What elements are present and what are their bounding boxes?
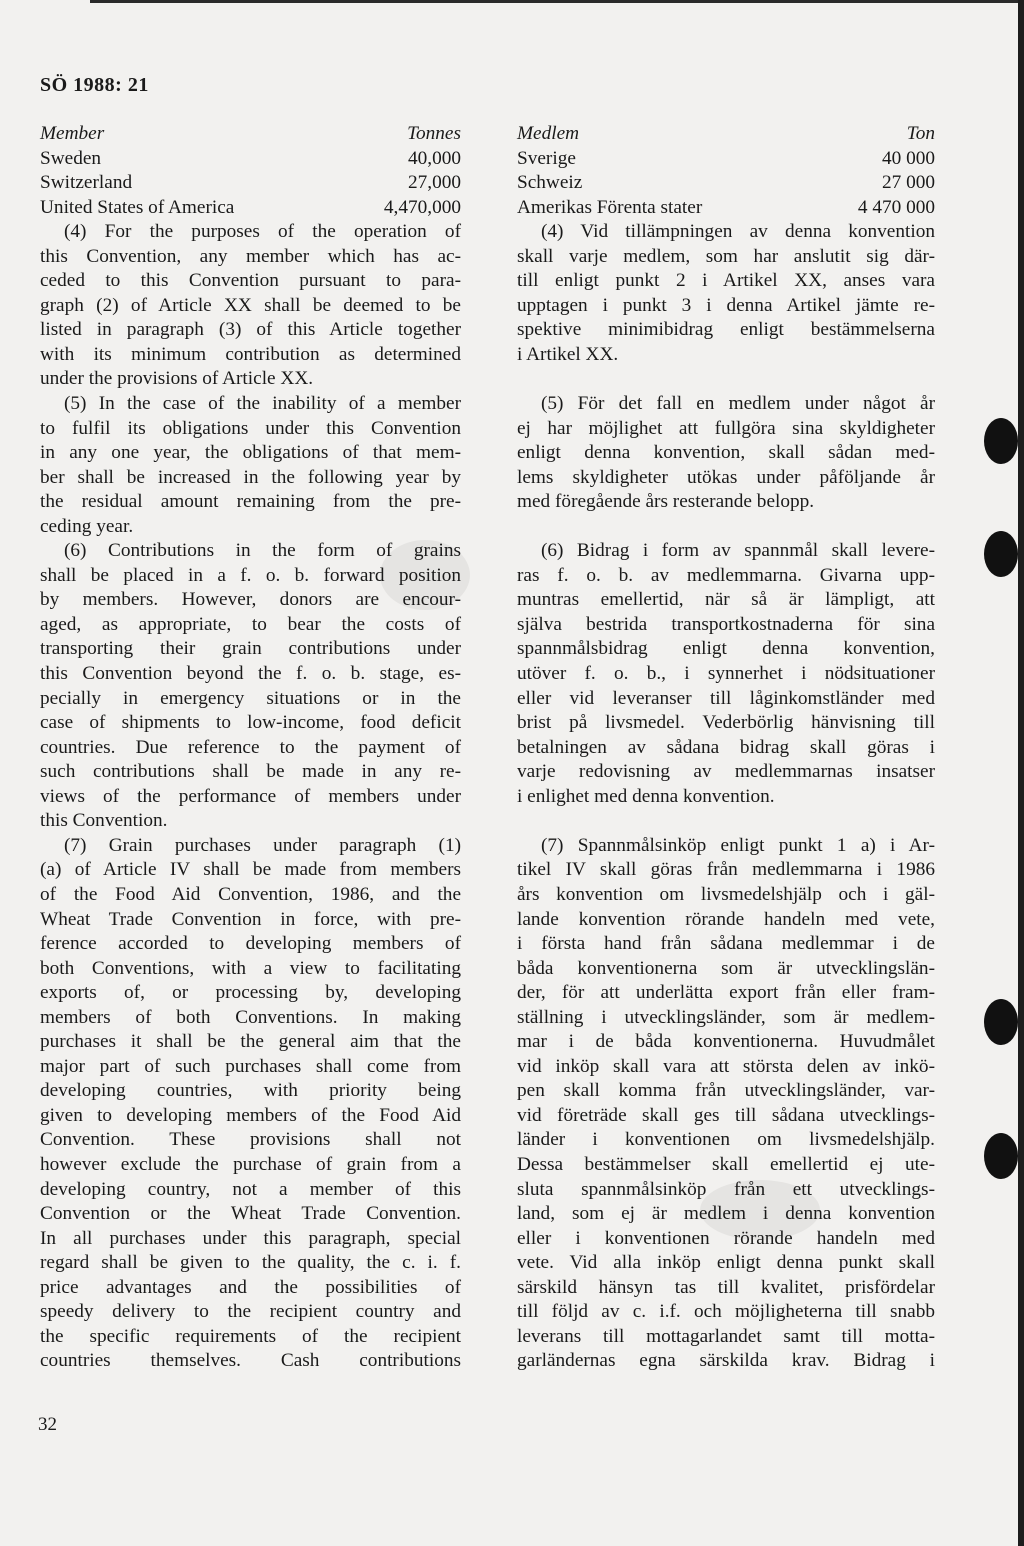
- text-line: till enligt punkt 2 i Artikel XX, anses vara: [517, 270, 935, 292]
- text-line: both Conventions, with a view to facilitating: [40, 957, 461, 979]
- text-line: exports of, or processing by, developing: [40, 982, 461, 1004]
- text-line: spannmålsbidrag enligt denna konvention,: [517, 638, 935, 660]
- text-line: transporting their grain contributions under: [40, 638, 461, 660]
- text-line: given to developing members of the Food Aid: [40, 1104, 461, 1126]
- text-line: however exclude the purchase of grain from a: [40, 1153, 461, 1175]
- text-line: till följd av c. i.f. och möjligheterna till snabb: [517, 1301, 935, 1323]
- paragraph-7: [517, 834, 935, 1374]
- text-line: Convention or the Wheat Trade Convention.: [40, 1203, 461, 1225]
- text-line: enligt denna konvention, skall sådan med-: [517, 442, 935, 464]
- text-line: (7) Spannmålsinköp enligt punkt 1 a) i Ar-: [541, 834, 935, 856]
- text-line: mar i de båda konventionerna. Huvudmålet: [517, 1031, 935, 1053]
- text-line: vid företräde skall ges till sådana utvecklings-: [517, 1104, 935, 1126]
- col-member-header: Member: [40, 123, 105, 144]
- member-name: Amerikas Förenta stater: [517, 196, 703, 218]
- table-header: [40, 122, 461, 147]
- text-line: varje redovisning av medlemmarnas insatser: [517, 761, 935, 783]
- text-line: ceded to this Convention pursuant to para-: [40, 270, 461, 292]
- text-line: aged, as appropriate, to bear the costs of: [40, 613, 461, 635]
- contribution-table: [40, 147, 461, 221]
- text-line: land, som ej är medlem i denna konvention: [517, 1203, 935, 1225]
- text-line: i Artikel XX.: [517, 343, 619, 365]
- text-line: this Convention beyond the f. o. b. stage, es-: [40, 663, 461, 685]
- text-line: eller i konventionen rörande handeln med: [517, 1227, 935, 1249]
- text-line: (5) För det fall en medlem under något år: [541, 393, 935, 415]
- text-line: vete. Vid alla inköp enligt denna punkt skall: [517, 1252, 935, 1274]
- text-line: (6) Bidrag i form av spannmål skall levere-: [541, 540, 935, 562]
- text-line: this Convention, any member which has ac-: [40, 245, 461, 267]
- text-line: Convention. These provisions shall not: [40, 1129, 461, 1151]
- member-name: Schweiz: [517, 172, 583, 194]
- text-line: speedy delivery to the recipient country and: [40, 1301, 461, 1323]
- text-line: developing countries, with priority being: [40, 1080, 461, 1102]
- page-number: 32: [38, 1414, 57, 1435]
- text-line: this Convention.: [40, 810, 168, 832]
- text-line: case of shipments to low-income, food deficit: [40, 712, 461, 734]
- text-line: års konvention om livsmedelshjälp och i gäl-: [517, 883, 935, 905]
- text-line: Wheat Trade Convention in force, with pre-: [40, 908, 461, 930]
- text-line: regard shall be given to the quality, the c. i. f.: [40, 1252, 461, 1274]
- text-line: purchases it shall be the general aim that the: [40, 1031, 461, 1053]
- table-row: [517, 171, 935, 196]
- text-line: listed in paragraph (3) of this Article together: [40, 319, 461, 341]
- tonnes-value: 4 470 000: [857, 196, 935, 218]
- paragraph-7: [40, 834, 461, 1374]
- text-line: (4) For the purposes of the operation of: [64, 221, 461, 243]
- text-line: In all purchases under this paragraph, special: [40, 1227, 461, 1249]
- paragraph-6: [517, 539, 935, 809]
- text-line: der, för att underlätta export från eller fram-: [517, 982, 935, 1004]
- text-line: in any one year, the obligations of that mem-: [40, 442, 461, 464]
- binding-hole: [984, 418, 1018, 464]
- paragraph-gap: [517, 809, 935, 834]
- text-line: major part of such purchases shall come from: [40, 1055, 461, 1077]
- text-line: särskild hänsyn tas till kvalitet, prisfördelar: [517, 1276, 935, 1298]
- member-name: United States of America: [40, 196, 235, 218]
- contribution-table: [517, 147, 935, 221]
- text-line: vid inköp skall vara att största delen av inkö-: [517, 1055, 935, 1077]
- text-line: utöver f. o. b., i synnerhet i nödsituationer: [517, 663, 935, 685]
- text-line: pecially in emergency situations or in the: [40, 687, 461, 709]
- english-column: [40, 122, 461, 1374]
- text-line: i första hand från sådana medlemmar i de: [517, 933, 935, 955]
- member-name: Switzerland: [40, 172, 133, 194]
- tonnes-value: 40 000: [881, 147, 935, 169]
- tonnes-value: 4,470,000: [383, 196, 461, 218]
- table-row: [40, 196, 461, 221]
- text-line: (5) In the case of the inability of a member: [64, 393, 461, 415]
- text-line: such contributions shall be made in any re-: [40, 761, 461, 783]
- text-line: (6) Contributions in the form of grains: [64, 540, 461, 562]
- table-row: [517, 196, 935, 221]
- text-line: (4) Vid tillämpningen av denna konvention: [541, 221, 935, 243]
- col-tonnes-header: Ton: [906, 123, 935, 144]
- text-line: with its minimum contribution as determined: [40, 343, 461, 365]
- text-line: countries. Due reference to the payment of: [40, 736, 461, 758]
- text-line: ras f. o. b. av medlemmarna. Givarna upp-: [517, 564, 935, 586]
- text-line: muntras emellertid, när så är lämpligt, att: [517, 589, 935, 611]
- text-line: ceding year.: [40, 515, 134, 537]
- paragraph-gap: [517, 515, 935, 540]
- paragraph-gap: [517, 367, 935, 392]
- text-line: lande konvention rörande handeln med vete,: [517, 908, 935, 930]
- text-line: (a) of Article IV shall be made from members: [40, 859, 461, 881]
- table-row: [517, 147, 935, 172]
- scan-right-edge: [1018, 0, 1024, 1546]
- text-line: countries themselves. Cash contributions: [40, 1350, 461, 1372]
- text-line: under the provisions of Article XX.: [40, 368, 314, 390]
- tonnes-value: 40,000: [407, 147, 461, 169]
- swedish-column: [517, 122, 935, 1374]
- text-line: developing country, not a member of this: [40, 1178, 461, 1200]
- text-line: spektive minimibidrag enligt bestämmelserna: [517, 319, 935, 341]
- text-line: the residual amount remaining from the pre-: [40, 491, 461, 513]
- member-name: Sweden: [40, 147, 102, 169]
- text-line: price advantages and the possibilities of: [40, 1276, 461, 1298]
- col-tonnes-header: Tonnes: [407, 123, 461, 144]
- tonnes-value: 27 000: [881, 172, 935, 194]
- paragraph-6: [40, 539, 461, 834]
- text-line: brist på livsmedel. Vederbörlig hänvisning till: [517, 712, 935, 734]
- paragraph-5: [517, 392, 935, 515]
- text-line: to fulfil its obligations under this Convention: [40, 417, 461, 439]
- text-line: upptagen i punkt 3 i denna Artikel jämte re-: [517, 294, 935, 316]
- text-line: garländernas egna särskilda krav. Bidrag i: [517, 1350, 935, 1372]
- text-line: members of both Conventions. In making: [40, 1006, 461, 1028]
- binding-hole: [984, 1133, 1018, 1179]
- member-name: Sverige: [517, 147, 576, 169]
- text-line: ber shall be increased in the following year by: [40, 466, 461, 488]
- tonnes-value: 27,000: [407, 172, 461, 194]
- binding-hole: [984, 999, 1018, 1045]
- binding-hole: [984, 531, 1018, 577]
- text-line: länder i konventionen om livsmedelshjälp.: [517, 1129, 935, 1151]
- text-line: betalningen av sådana bidrag skall göras i: [517, 736, 935, 758]
- text-line: of the Food Aid Convention, 1986, and the: [40, 883, 461, 905]
- table-row: [40, 171, 461, 196]
- text-line: (7) Grain purchases under paragraph (1): [64, 834, 461, 856]
- text-line: by members. However, donors are encour-: [40, 589, 461, 611]
- text-line: själva bestrida transportkostnaderna för sina: [517, 613, 935, 635]
- paragraph-5: [40, 392, 461, 539]
- text-line: båda konventionerna som är utvecklingslän-: [517, 957, 935, 979]
- text-line: sluta spannmålsinköp från ett utvecklings-: [517, 1178, 935, 1200]
- text-line: Dessa bestämmelser skall emellertid ej ute-: [517, 1153, 935, 1175]
- table-header: [517, 122, 935, 147]
- text-line: the specific requirements of the recipient: [40, 1325, 461, 1347]
- document-reference: SÖ 1988: 21: [40, 74, 149, 96]
- text-line: skall varje medlem, som har anslutit sig där-: [517, 245, 935, 267]
- col-member-header: Medlem: [517, 123, 580, 144]
- text-line: pen skall komma från utvecklingsländer, var-: [517, 1080, 935, 1102]
- paragraph-4: [517, 220, 935, 367]
- table-row: [40, 147, 461, 172]
- text-line: tikel IV skall göras från medlemmarna i 1986: [517, 859, 935, 881]
- text-line: ställning i utvecklingsländer, som är medlem-: [517, 1006, 935, 1028]
- text-line: eller vid leveranser till låginkomstländer med: [517, 687, 935, 709]
- text-line: leverans till mottagarlandet samt till motta-: [517, 1325, 935, 1347]
- paragraph-4: [40, 220, 461, 392]
- text-line: shall be placed in a f. o. b. forward position: [40, 564, 461, 586]
- text-line: ference accorded to developing members of: [40, 933, 461, 955]
- text-line: ej har möjlighet att fullgöra sina skyldigheter: [517, 417, 935, 439]
- text-line: graph (2) of Article XX shall be deemed to be: [40, 294, 461, 316]
- text-line: i enlighet med denna konvention.: [517, 785, 775, 807]
- scan-top-edge: [90, 0, 1024, 3]
- text-line: lems skyldigheter utökas under påföljande år: [517, 466, 935, 488]
- text-line: views of the performance of members under: [40, 785, 461, 807]
- text-line: med föregående års resterande belopp.: [517, 491, 815, 513]
